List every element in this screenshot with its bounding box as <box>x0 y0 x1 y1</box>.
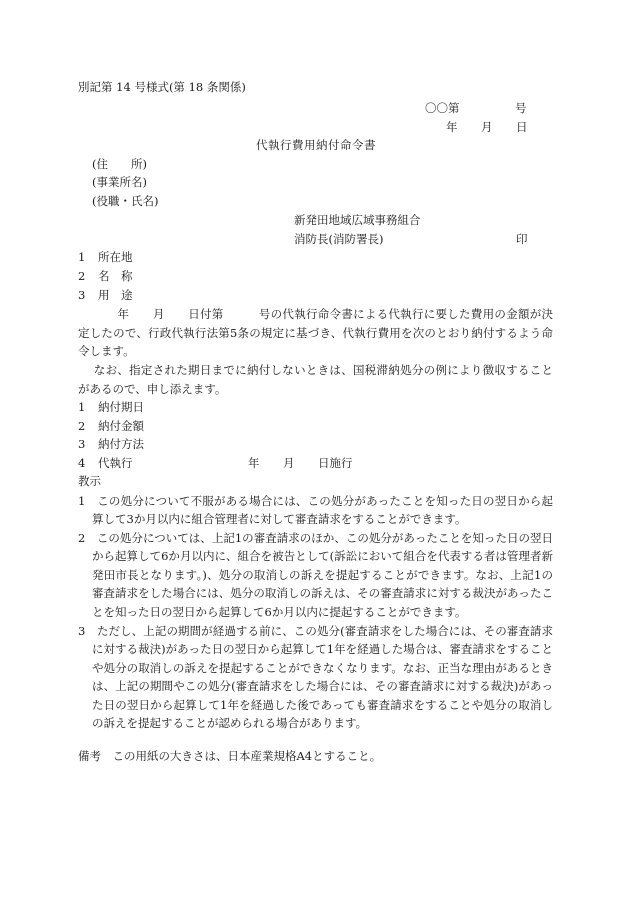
payment-item-amount <box>78 418 144 434</box>
item-label: 用 途 <box>98 288 133 302</box>
doc-number-suffix: 号 <box>515 101 527 115</box>
doc-number-prefix: 〇〇第 <box>425 101 460 115</box>
remarks-text: この用紙の大きさは、日本産業規格A4とすること。 <box>112 749 382 763</box>
property-item-name <box>78 268 133 284</box>
addressee-position: (役職・氏名) <box>92 194 159 208</box>
item-label: 所在地 <box>98 250 133 264</box>
payment-item-method <box>78 436 144 452</box>
item-number: 3 <box>78 288 86 302</box>
item-label: 納付金額 <box>98 419 144 433</box>
document-title: 代執行費用納付命令書 <box>256 138 376 152</box>
property-item-location <box>78 249 133 265</box>
execution-year: 年 <box>248 456 260 470</box>
notice-number: 3 <box>78 624 86 638</box>
notice-text: この処分については、上記1の審査請求のほか、この処分があったことを知った日の翌日から起算して6か月以内に、組合を被告として(訴訟において組合を代表する者は管理者新発田市長となります。)、処分の取消しの訴えを提起することができます。なお、上記1の審査請求をした場合には、処分の取消しの訴えは、その審査請求に対する裁決があったことを知った日の翌日から起算して6か月以内に提起することができます。 <box>92 531 554 619</box>
item-label: 名 称 <box>98 269 133 283</box>
date-day: 日 <box>516 120 528 134</box>
remarks-label: 備考 <box>78 749 101 763</box>
issuer-org: 新発田地域広域事務組合 <box>294 213 421 227</box>
item-number: 2 <box>78 419 86 433</box>
notice-text: この処分について不服がある場合には、この処分があったことを知った日の翌日から起算して3か月以内に組合管理者に対して審査請求をすることができます。 <box>92 494 553 527</box>
item-label: 代執行 <box>98 456 133 470</box>
item-number: 4 <box>78 456 86 470</box>
item-number: 3 <box>78 437 86 451</box>
notice-text: ただし、上記の期間が経過する前に、この処分(審査請求をした場合には、その審査請求に対する裁決)があった日の翌日から起算して1年を経過した場合は、審査請求をすることや処分の取消しの訴えを提起することができなくなります。なお、正当な理由があるときは、上記の期間やこの処分(審査請求をした場合には、その審査請求に対する裁決)があった日の翌日から起算して1年を経過した後であっても審査請求をすることや処分の取消しの訴えを提起することが認められる場合があります。 <box>92 624 553 731</box>
item-label: 納付方法 <box>98 437 144 451</box>
notice-heading: 教示 <box>78 474 101 488</box>
addressee-address: (住 所) <box>92 157 147 171</box>
property-item-use <box>78 287 133 303</box>
body-paragraph-order: 年 月 日付第 号の代執行命令書による代執行に要した費用の金額が決定したので、行政代執行法第5条の規定に基づき、代執行費用を次のとおり納付するよう命令します。 <box>78 307 553 359</box>
payment-item-due-date <box>78 399 144 415</box>
seal-mark: 印 <box>516 232 528 246</box>
body-paragraph-collection: なお、指定された期日までに納付しないときは、国税滞納処分の例により徴収することがあるので、申し添えます。 <box>78 363 553 396</box>
item-number: 1 <box>78 400 86 414</box>
notice-item-2 <box>78 529 553 621</box>
notice-item-1 <box>78 492 553 529</box>
form-id: 別記第 14 号様式(第 18 条関係) <box>78 80 246 94</box>
item-label: 納付期日 <box>98 400 144 414</box>
date-year: 年 <box>446 120 458 134</box>
notice-number: 2 <box>78 531 86 545</box>
execution-month: 月 <box>283 456 295 470</box>
date-month: 月 <box>481 120 493 134</box>
execution-item <box>78 455 133 471</box>
remarks <box>78 748 381 764</box>
item-number: 1 <box>78 250 86 264</box>
notice-number: 1 <box>78 494 86 508</box>
issuer-chief: 消防長(消防署長) <box>294 232 384 246</box>
item-number: 2 <box>78 269 86 283</box>
execution-day: 日施行 <box>318 456 353 470</box>
notice-item-3 <box>78 622 553 732</box>
addressee-office: (事業所名) <box>92 175 147 189</box>
